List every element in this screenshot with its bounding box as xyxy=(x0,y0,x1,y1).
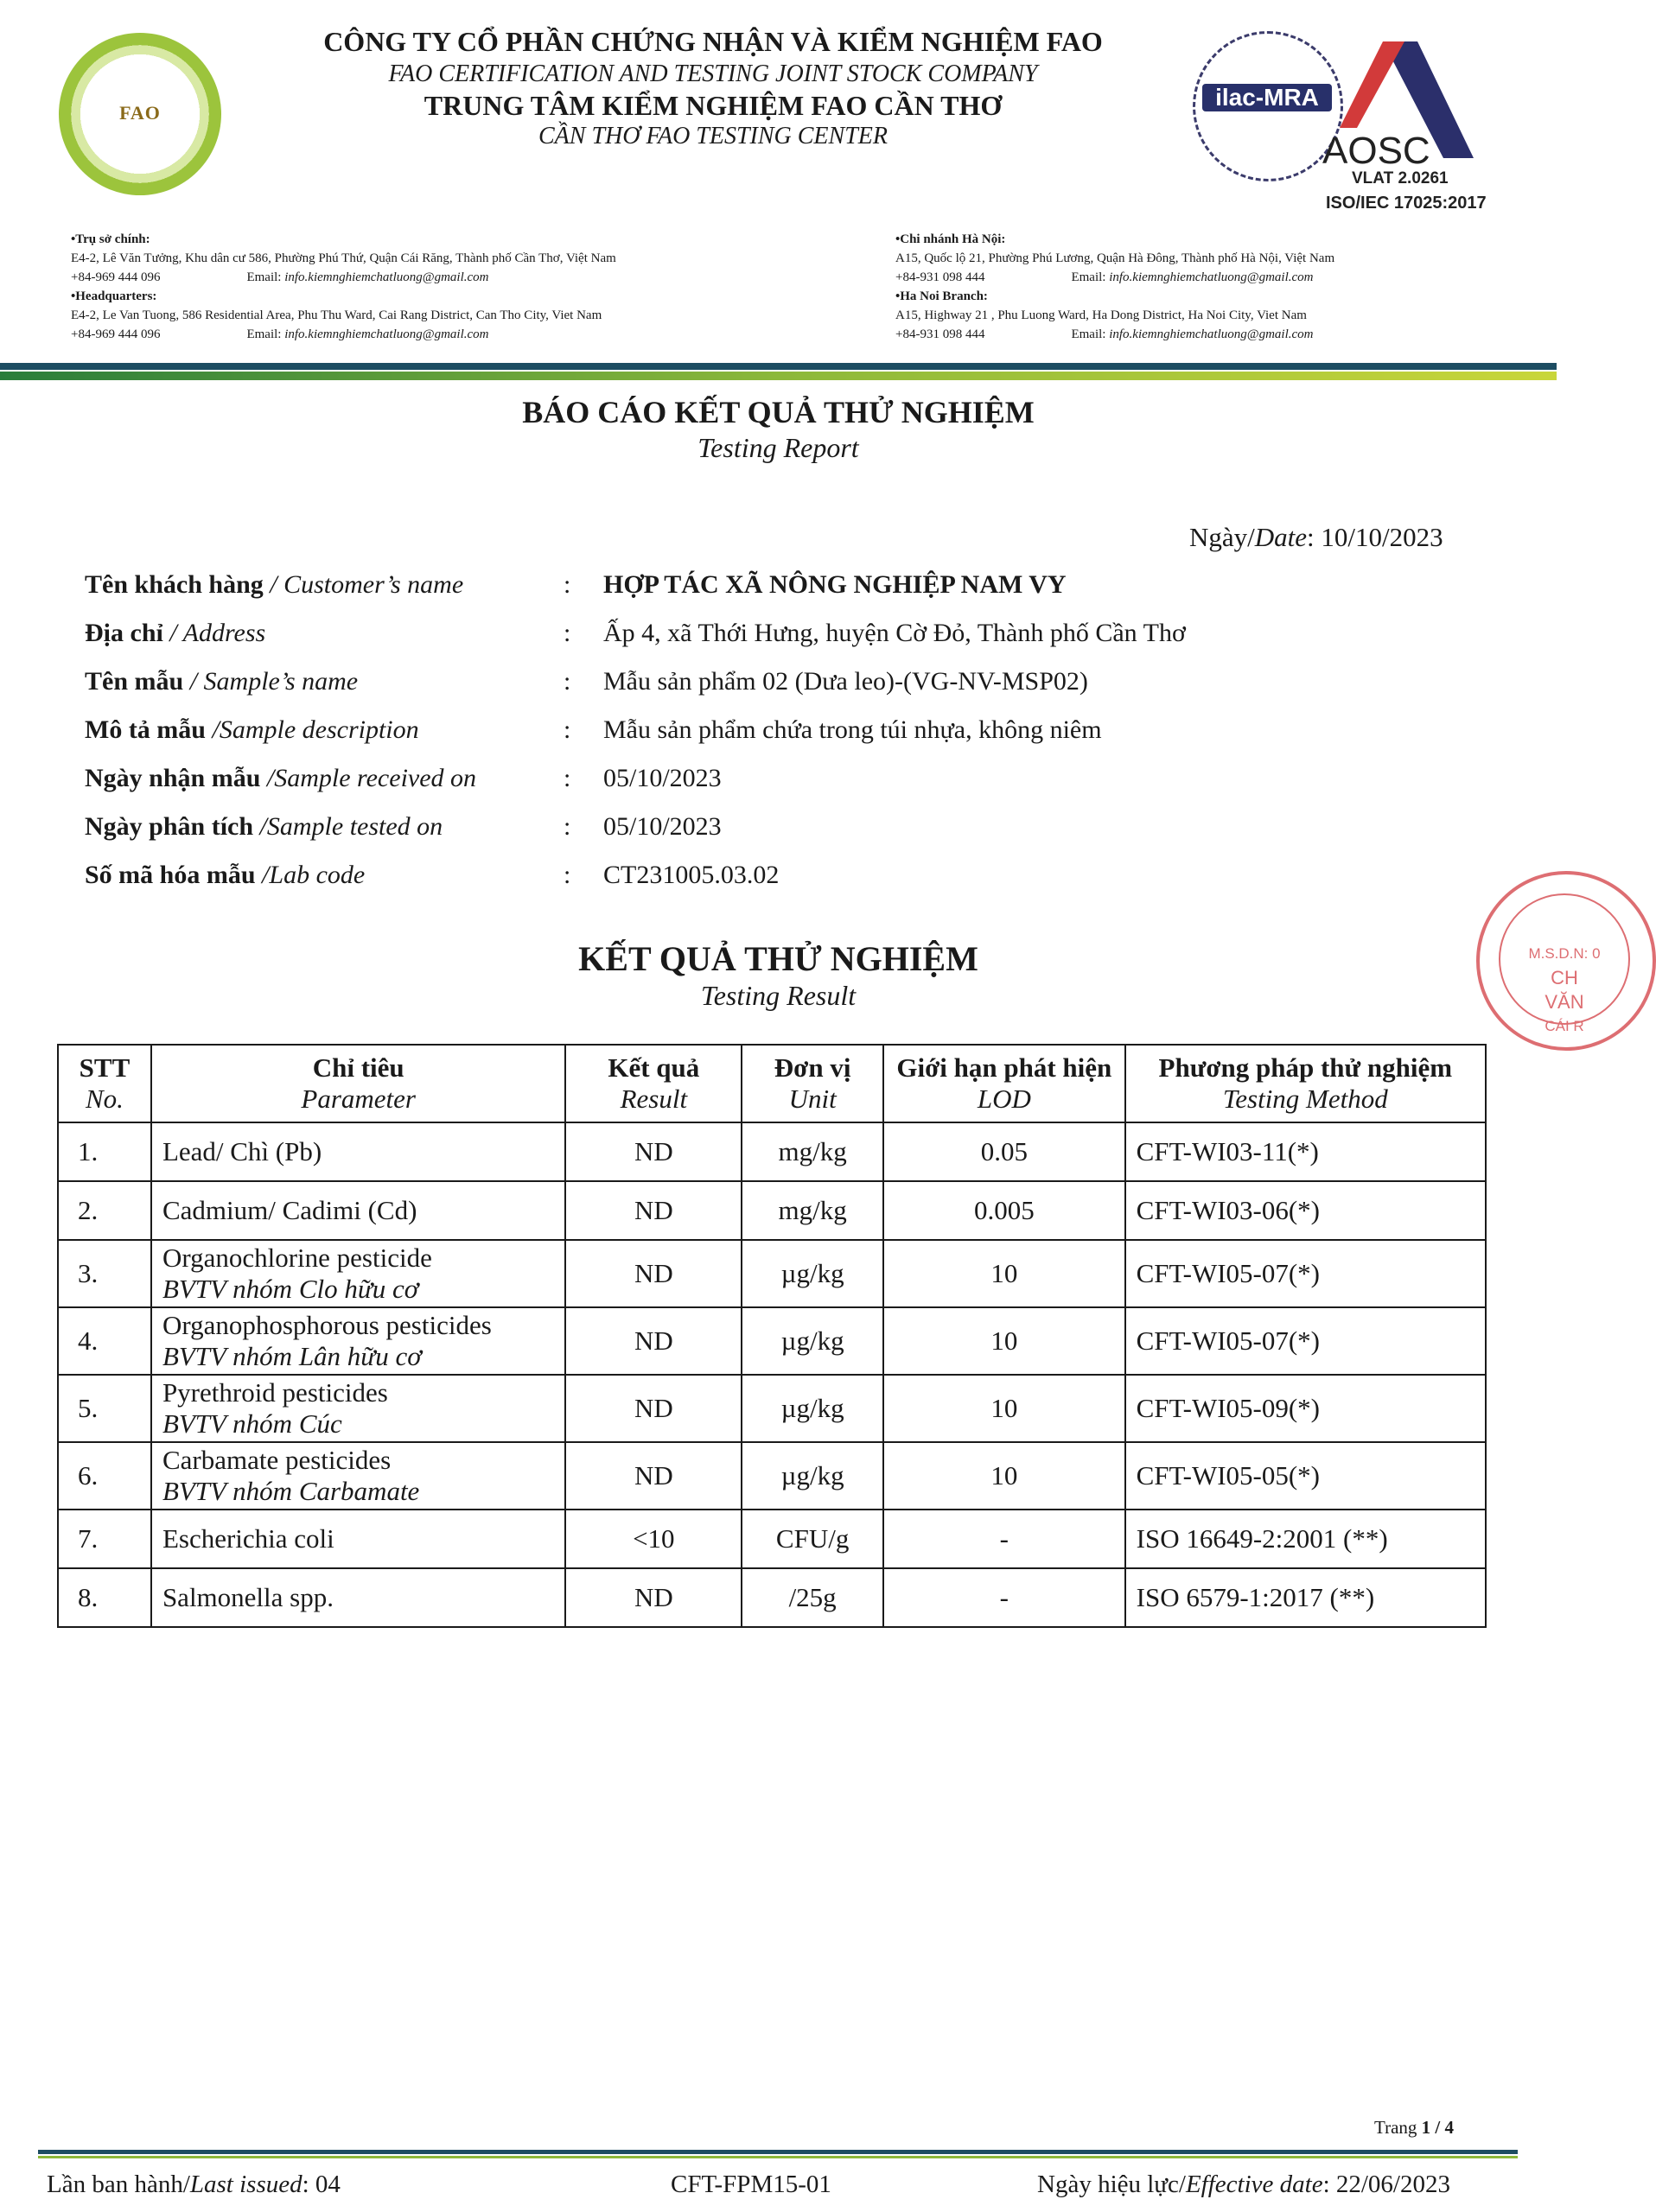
cell-lod: 10 xyxy=(883,1442,1125,1510)
table-row xyxy=(58,1181,1486,1240)
info-value: 05/10/2023 xyxy=(603,812,722,841)
info-value: Mẫu sản phẩm 02 (Dưa leo)-(VG-NV-MSP02) xyxy=(603,667,1088,696)
cell-parameter xyxy=(151,1122,566,1181)
date-label-vi: Ngày/ xyxy=(1189,522,1255,552)
info-label: Ngày phân tích /Sample tested on xyxy=(85,812,443,841)
cell-parameter xyxy=(151,1240,566,1307)
cell-unit: µg/kg xyxy=(742,1240,883,1307)
cell-no: 7. xyxy=(58,1510,151,1568)
cell-lod: 0.005 xyxy=(883,1181,1125,1240)
main-office-email-label: Email: xyxy=(246,270,282,284)
cell-parameter xyxy=(151,1568,566,1627)
fao-logo-mark xyxy=(112,86,168,142)
parameter-name-vi: BVTV nhóm Carbamate xyxy=(162,1476,420,1506)
cell-result: ND xyxy=(565,1568,742,1627)
hq-phone: +84-969 444 096 xyxy=(71,327,161,341)
main-office-address: E4-2, Lê Văn Tưởng, Khu dân cư 586, Phường Phú Thứ, Quận Cái Răng, Thành phố Cần Thơ, Việt Nam xyxy=(71,251,616,265)
info-colon: : xyxy=(564,667,571,696)
cell-result: ND xyxy=(565,1240,742,1307)
results-header-row xyxy=(58,1045,1486,1122)
hanoi-branch-email-en: info.kiemnghiemchatluong@gmail.com xyxy=(1109,327,1314,341)
cell-parameter xyxy=(151,1181,566,1240)
cell-lod: 10 xyxy=(883,1375,1125,1442)
hanoi-branch-block xyxy=(895,230,1334,344)
parameter-name: Escherichia coli xyxy=(162,1523,334,1554)
table-row xyxy=(58,1240,1486,1307)
date-value: : 10/10/2023 xyxy=(1307,522,1443,552)
hanoi-branch-label-en: •Ha Noi Branch: xyxy=(895,289,988,303)
col-parameter: Chỉ tiêu Parameter xyxy=(151,1045,566,1122)
parameter-name-vi: BVTV nhóm Lân hữu cơ xyxy=(162,1341,422,1371)
table-row xyxy=(58,1307,1486,1375)
cell-unit: CFU/g xyxy=(742,1510,883,1568)
results-table xyxy=(57,1044,1487,1628)
center-name-vi: TRUNG TÂM KIỂM NGHIỆM FAO CẦN THƠ xyxy=(424,90,1003,121)
hanoi-branch-email-label-vi: Email: xyxy=(1071,270,1106,284)
cell-parameter xyxy=(151,1375,566,1442)
cell-unit: µg/kg xyxy=(742,1442,883,1510)
fao-logo-text: FAO xyxy=(119,102,161,124)
vlat-code: VLAT 2.0261 xyxy=(1352,169,1449,188)
cell-method: CFT-WI05-05(*) xyxy=(1125,1442,1486,1510)
col-method: Phương pháp thử nghiệm Testing Method xyxy=(1125,1045,1486,1122)
hanoi-branch-email-vi: info.kiemnghiemchatluong@gmail.com xyxy=(1109,270,1314,284)
parameter-name-vi: BVTV nhóm Clo hữu cơ xyxy=(162,1274,419,1304)
cell-parameter xyxy=(151,1442,566,1510)
table-row xyxy=(58,1510,1486,1568)
cell-method: CFT-WI05-09(*) xyxy=(1125,1375,1486,1442)
info-label: Địa chỉ / Address xyxy=(85,619,266,647)
hq-address: E4-2, Le Van Tuong, 586 Residential Area, Phu Thu Ward, Cai Rang District, Can Tho City, Viet Nam xyxy=(71,308,602,322)
info-value: CT231005.03.02 xyxy=(603,861,780,889)
cell-method: ISO 6579-1:2017 (**) xyxy=(1125,1568,1486,1627)
hq-email: info.kiemnghiemchatluong@gmail.com xyxy=(284,327,489,341)
company-stamp xyxy=(1476,871,1656,1051)
center-name-en: CẦN THƠ FAO TESTING CENTER xyxy=(538,123,888,149)
cell-method: CFT-WI03-06(*) xyxy=(1125,1181,1486,1240)
info-colon: : xyxy=(564,764,571,792)
table-row xyxy=(58,1122,1486,1181)
cell-parameter xyxy=(151,1510,566,1568)
cell-lod: - xyxy=(883,1568,1125,1627)
cell-result: ND xyxy=(565,1122,742,1181)
cell-method: CFT-WI05-07(*) xyxy=(1125,1307,1486,1375)
cell-lod: 10 xyxy=(883,1307,1125,1375)
hq-email-label: Email: xyxy=(246,327,282,341)
col-no: STT No. xyxy=(58,1045,151,1122)
main-office-phone: +84-969 444 096 xyxy=(71,270,161,284)
cell-unit: mg/kg xyxy=(742,1122,883,1181)
company-name-vi: CÔNG TY CỔ PHẦN CHỨNG NHẬN VÀ KIỂM NGHIỆM FAO xyxy=(323,26,1103,57)
footer-divider xyxy=(38,2150,1518,2154)
info-label: Mô tả mẫu /Sample description xyxy=(85,715,419,744)
col-lod: Giới hạn phát hiện LOD xyxy=(883,1045,1125,1122)
last-issued: Lần ban hành/Last issued: 04 xyxy=(47,2171,341,2198)
parameter-name: Cadmium/ Cadimi (Cd) xyxy=(162,1195,417,1225)
cell-no: 6. xyxy=(58,1442,151,1510)
report-date xyxy=(1189,522,1443,553)
info-value: Ấp 4, xã Thới Hưng, huyện Cờ Đỏ, Thành phố Cần Thơ xyxy=(603,619,1186,647)
parameter-name: Organophosphorous pesticides xyxy=(162,1310,492,1340)
col-unit: Đơn vị Unit xyxy=(742,1045,883,1122)
hanoi-branch-phone-en: +84-931 098 444 xyxy=(895,327,985,341)
cell-lod: - xyxy=(883,1510,1125,1568)
cell-method: CFT-WI05-07(*) xyxy=(1125,1240,1486,1307)
info-label: Tên mẫu / Sample’s name xyxy=(85,667,359,696)
cell-lod: 10 xyxy=(883,1240,1125,1307)
report-title-vi: BÁO CÁO KẾT QUẢ THỬ NGHIỆM xyxy=(522,395,1035,429)
col-result: Kết quả Result xyxy=(565,1045,742,1122)
table-row xyxy=(58,1442,1486,1510)
info-colon: : xyxy=(564,812,571,841)
info-colon: : xyxy=(564,570,571,599)
cell-no: 1. xyxy=(58,1122,151,1181)
cell-no: 5. xyxy=(58,1375,151,1442)
results-title-en: Testing Result xyxy=(700,980,857,1011)
footer-green-line xyxy=(38,2156,1518,2158)
info-value: Mẫu sản phẩm chứa trong túi nhựa, không niêm xyxy=(603,715,1102,744)
cell-no: 3. xyxy=(58,1240,151,1307)
ilac-mra-text: ilac-MRA xyxy=(1202,84,1332,111)
cell-parameter xyxy=(151,1307,566,1375)
cell-no: 4. xyxy=(58,1307,151,1375)
cell-no: 2. xyxy=(58,1181,151,1240)
cell-result: ND xyxy=(565,1375,742,1442)
date-label-en: Date xyxy=(1254,522,1308,552)
cell-method: CFT-WI03-11(*) xyxy=(1125,1122,1486,1181)
info-value: HỢP TÁC XÃ NÔNG NGHIỆP NAM VY xyxy=(603,570,1067,599)
hanoi-branch-address-en: A15, Highway 21 , Phu Luong Ward, Ha Dong District, Ha Noi City, Viet Nam xyxy=(895,308,1307,322)
parameter-name: Carbamate pesticides xyxy=(162,1445,392,1475)
main-office-email: info.kiemnghiemchatluong@gmail.com xyxy=(284,270,489,284)
cell-method: ISO 16649-2:2001 (**) xyxy=(1125,1510,1486,1568)
header-green-band xyxy=(0,372,1557,380)
info-label: Ngày nhận mẫu /Sample received on xyxy=(85,764,477,792)
report-title-en: Testing Report xyxy=(697,432,859,463)
aosc-label: AOSC xyxy=(1322,130,1430,172)
cell-unit: /25g xyxy=(742,1568,883,1627)
info-colon: : xyxy=(564,619,571,647)
table-row xyxy=(58,1568,1486,1627)
cell-no: 8. xyxy=(58,1568,151,1627)
cell-result: ND xyxy=(565,1442,742,1510)
parameter-name-vi: BVTV nhóm Cúc xyxy=(162,1408,342,1439)
cell-result: ND xyxy=(565,1307,742,1375)
main-office-block xyxy=(71,230,616,344)
cell-unit: µg/kg xyxy=(742,1375,883,1442)
info-value: 05/10/2023 xyxy=(603,764,722,792)
stamp-text: M.S.D.N: 0 CH VĂN CÁI R xyxy=(1528,945,1601,1034)
form-code: CFT-FPM15-01 xyxy=(671,2171,831,2198)
info-label: Tên khách hàng / Customer’s name xyxy=(85,570,464,599)
hanoi-branch-phone-vi: +84-931 098 444 xyxy=(895,270,985,284)
cell-lod: 0.05 xyxy=(883,1122,1125,1181)
hq-label: •Headquarters: xyxy=(71,289,157,303)
cell-result: <10 xyxy=(565,1510,742,1568)
hanoi-branch-email-label-en: Email: xyxy=(1071,327,1106,341)
info-colon: : xyxy=(564,861,571,889)
info-label: Số mã hóa mẫu /Lab code xyxy=(85,861,366,889)
cell-result: ND xyxy=(565,1181,742,1240)
parameter-name: Salmonella spp. xyxy=(162,1582,334,1612)
iso-standard: ISO/IEC 17025:2017 xyxy=(1326,194,1487,213)
info-colon: : xyxy=(564,715,571,744)
parameter-name: Lead/ Chì (Pb) xyxy=(162,1136,322,1166)
company-name-en: FAO CERTIFICATION AND TESTING JOINT STOCK COMPANY xyxy=(388,60,1038,87)
page-number: Trang 1 / 4 xyxy=(1374,2117,1454,2138)
table-row xyxy=(58,1375,1486,1442)
ilac-mra-logo xyxy=(1193,31,1343,181)
effective-date: Ngày hiệu lực/Effective date: 22/06/2023 xyxy=(1037,2171,1450,2198)
header-divider-band xyxy=(0,363,1557,370)
parameter-name: Organochlorine pesticide xyxy=(162,1243,432,1273)
results-title-vi: KẾT QUẢ THỬ NGHIỆM xyxy=(578,939,978,978)
main-office-label: •Trụ sở chính: xyxy=(71,232,150,246)
cell-unit: µg/kg xyxy=(742,1307,883,1375)
parameter-name: Pyrethroid pesticides xyxy=(162,1377,388,1408)
cell-unit: mg/kg xyxy=(742,1181,883,1240)
hanoi-branch-address-vi: A15, Quốc lộ 21, Phường Phú Lương, Quận Hà Đông, Thành phố Hà Nội, Việt Nam xyxy=(895,251,1335,265)
hanoi-branch-label-vi: •Chi nhánh Hà Nội: xyxy=(895,232,1006,246)
